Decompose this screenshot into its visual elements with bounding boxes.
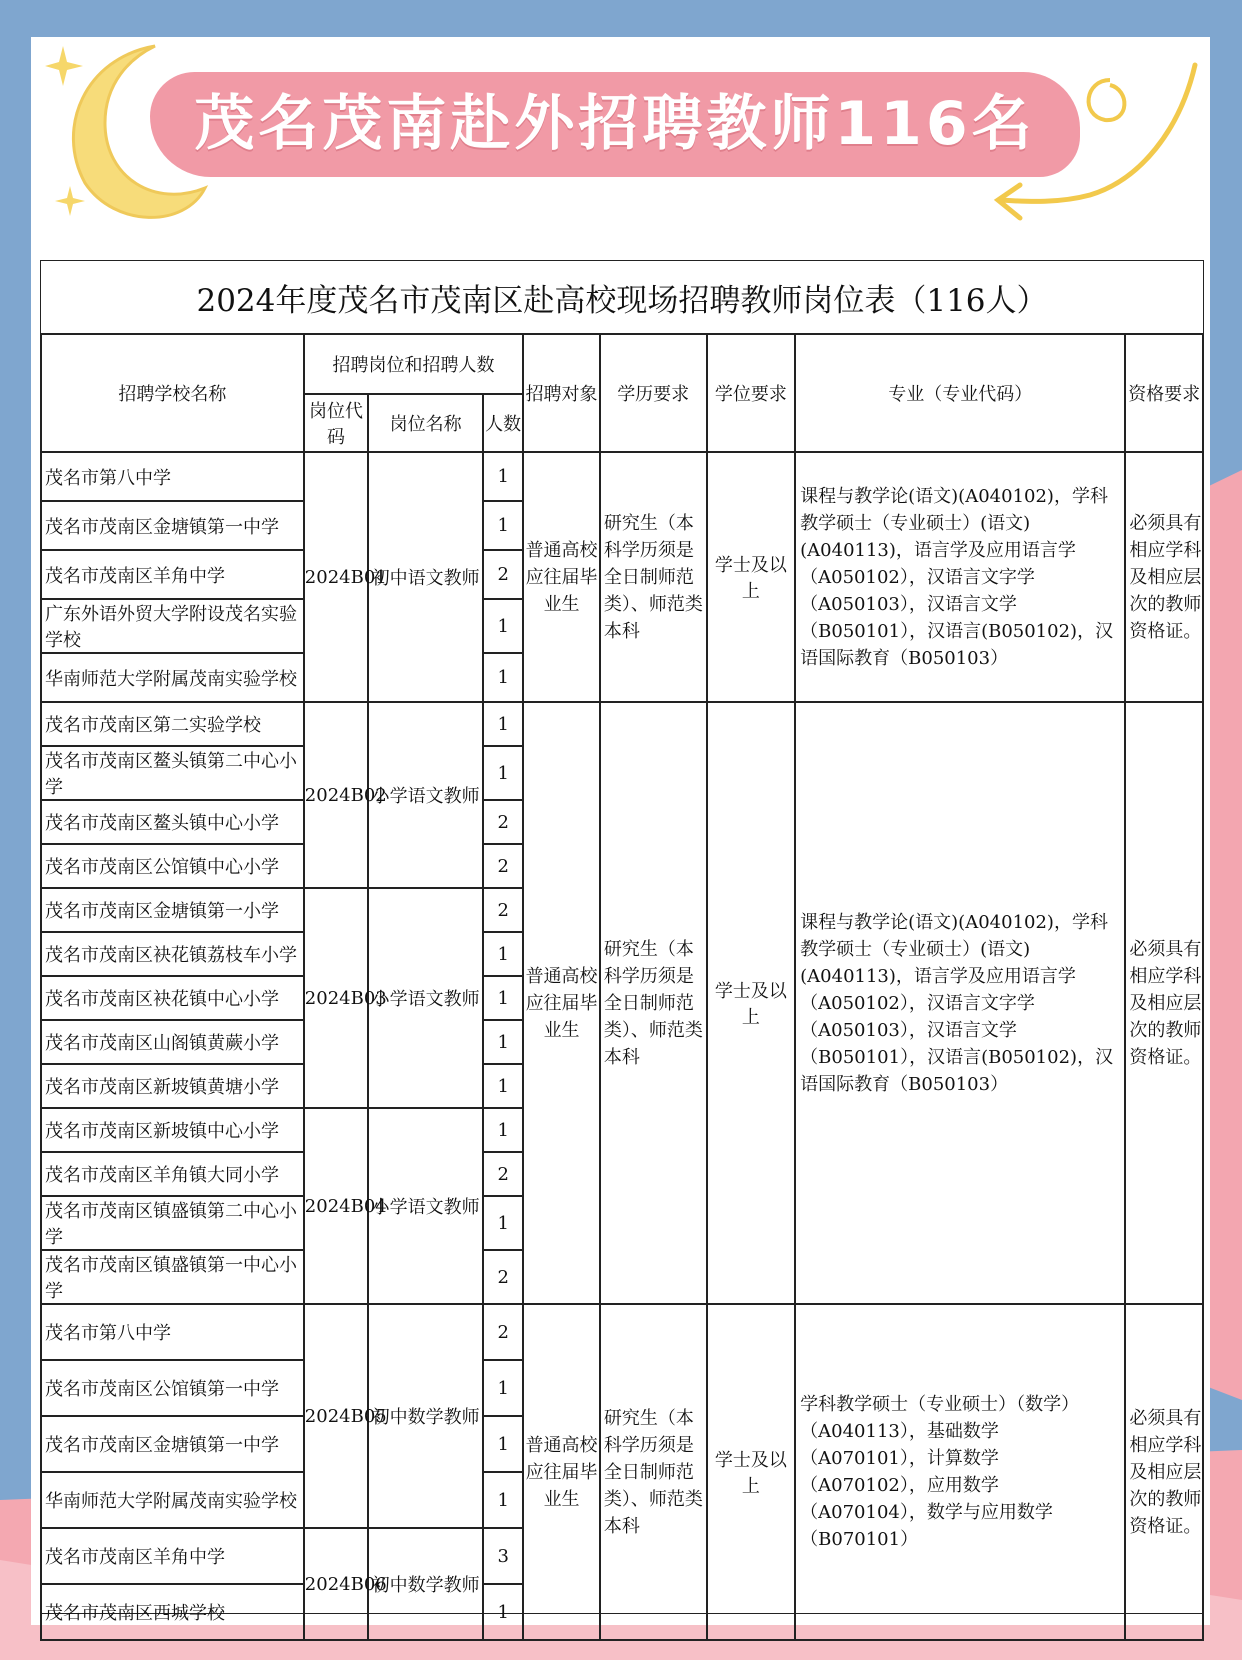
degree-cell: 学士及以上 <box>707 1304 796 1640</box>
qualification-cell: 必须具有相应学科及相应层次的教师资格证。 <box>1125 702 1203 1304</box>
education-cell: 研究生（本科学历须是全日制师范类）、师范类本科 <box>600 452 707 702</box>
school-cell: 茂名市茂南区金塘镇第一小学 <box>41 888 304 932</box>
position-code: 2024B02 <box>304 702 368 888</box>
school-cell: 茂名市茂南区羊角镇大同小学 <box>41 1152 304 1196</box>
position-code: 2024B03 <box>304 888 368 1108</box>
school-cell: 华南师范大学附属茂南实验学校 <box>41 1472 304 1528</box>
count-cell: 2 <box>483 1152 523 1196</box>
count-cell: 1 <box>483 1416 523 1472</box>
school-cell: 茂名市茂南区第二实验学校 <box>41 702 304 746</box>
position-name: 初中数学教师 <box>368 1528 483 1640</box>
school-cell: 茂名市茂南区金塘镇第一中学 <box>41 1416 304 1472</box>
position-name: 初中数学教师 <box>368 1304 483 1528</box>
header-code: 岗位代码 <box>304 394 368 452</box>
position-code: 2024B01 <box>304 452 368 702</box>
qualification-cell: 必须具有相应学科及相应层次的教师资格证。 <box>1125 452 1203 702</box>
qualification-cell: 必须具有相应学科及相应层次的教师资格证。 <box>1125 1304 1203 1640</box>
count-cell: 1 <box>483 501 523 550</box>
position-name: 小学语文教师 <box>368 888 483 1108</box>
target-cell: 普通高校应往届毕业生 <box>523 452 600 702</box>
position-name: 初中语文教师 <box>368 452 483 702</box>
school-cell: 茂名市茂南区鳌头镇第二中心小学 <box>41 746 304 800</box>
school-cell: 茂名市第八中学 <box>41 1304 304 1360</box>
count-cell: 1 <box>483 1064 523 1108</box>
count-cell: 1 <box>483 653 523 702</box>
degree-cell: 学士及以上 <box>707 452 796 702</box>
count-cell: 1 <box>483 1472 523 1528</box>
header-school: 招聘学校名称 <box>41 334 304 452</box>
count-cell: 3 <box>483 1528 523 1584</box>
school-cell: 茂名市茂南区西城学校 <box>41 1584 304 1640</box>
school-cell: 华南师范大学附属茂南实验学校 <box>41 653 304 702</box>
count-cell: 2 <box>483 1250 523 1304</box>
education-cell: 研究生（本科学历须是全日制师范类）、师范类本科 <box>600 702 707 1304</box>
header-count: 人数 <box>483 394 523 452</box>
school-cell: 茂名市茂南区金塘镇第一中学 <box>41 501 304 550</box>
count-cell: 1 <box>483 1584 523 1640</box>
position-code: 2024B04 <box>304 1108 368 1304</box>
major-cell: 课程与教学论(语文)(A040102)，学科教学硕士（专业硕士）(语文)(A040113)，语言学及应用语言学（A050102），汉语言文字学（A050103），汉语言文学（B050101），汉语言(B050102)，汉语国际教育（B050103） <box>795 702 1125 1304</box>
header-qualification: 资格要求 <box>1125 334 1203 452</box>
header-position-group: 招聘岗位和招聘人数 <box>304 334 524 394</box>
header-target: 招聘对象 <box>523 334 600 452</box>
header-education: 学历要求 <box>600 334 707 452</box>
school-cell: 茂名市茂南区鳌头镇中心小学 <box>41 800 304 844</box>
major-cell: 课程与教学论(语文)(A040102)，学科教学硕士（专业硕士）(语文)(A040113)，语言学及应用语言学（A050102），汉语言文字学（A050103），汉语言文学（B050101），汉语言(B050102)，汉语国际教育（B050103） <box>795 452 1125 702</box>
count-cell: 1 <box>483 746 523 800</box>
count-cell: 1 <box>483 599 523 653</box>
school-cell: 茂名市茂南区羊角中学 <box>41 550 304 599</box>
header-degree: 学位要求 <box>707 334 796 452</box>
target-cell: 普通高校应往届毕业生 <box>523 1304 600 1640</box>
position-code: 2024B05 <box>304 1304 368 1528</box>
school-cell: 茂名市茂南区镇盛镇第二中心小学 <box>41 1196 304 1250</box>
school-cell: 茂名市茂南区公馆镇第一中学 <box>41 1360 304 1416</box>
position-code: 2024B06 <box>304 1528 368 1640</box>
school-cell: 茂名市茂南区镇盛镇第一中心小学 <box>41 1250 304 1304</box>
count-cell: 2 <box>483 800 523 844</box>
count-cell: 1 <box>483 1360 523 1416</box>
school-cell: 茂名市茂南区袂花镇中心小学 <box>41 976 304 1020</box>
school-cell: 茂名市茂南区袂花镇荔枝车小学 <box>41 932 304 976</box>
target-cell: 普通高校应往届毕业生 <box>523 702 600 1304</box>
recruitment-table <box>40 333 1204 1641</box>
degree-cell: 学士及以上 <box>707 702 796 1304</box>
count-cell: 1 <box>483 702 523 746</box>
school-cell: 茂名市茂南区山阁镇黄蕨小学 <box>41 1020 304 1064</box>
school-cell: 茂名市茂南区新坡镇中心小学 <box>41 1108 304 1152</box>
school-cell: 茂名市茂南区公馆镇中心小学 <box>41 844 304 888</box>
count-cell: 1 <box>483 932 523 976</box>
recruitment-table-document <box>40 260 1204 1624</box>
education-cell: 研究生（本科学历须是全日制师范类）、师范类本科 <box>600 1304 707 1640</box>
count-cell: 2 <box>483 1304 523 1360</box>
count-cell: 2 <box>483 844 523 888</box>
count-cell: 2 <box>483 888 523 932</box>
count-cell: 1 <box>483 976 523 1020</box>
school-cell: 茂名市茂南区新坡镇黄塘小学 <box>41 1064 304 1108</box>
position-name: 小学语文教师 <box>368 1108 483 1304</box>
count-cell: 1 <box>483 1196 523 1250</box>
header-major: 专业（专业代码） <box>795 334 1125 452</box>
banner-title: 茂名茂南赴外招聘教师116名 <box>194 89 1036 159</box>
school-cell: 广东外语外贸大学附设茂名实验学校 <box>41 599 304 653</box>
count-cell: 1 <box>483 1108 523 1152</box>
school-cell: 茂名市第八中学 <box>41 452 304 501</box>
document-title: 2024年度茂名市茂南区赴高校现场招聘教师岗位表（116人） <box>196 283 1048 319</box>
school-cell: 茂名市茂南区羊角中学 <box>41 1528 304 1584</box>
position-name: 小学语文教师 <box>368 702 483 888</box>
header-name: 岗位名称 <box>368 394 483 452</box>
major-cell: 学科教学硕士（专业硕士）（数学）（A040113），基础数学（A070101），计算数学（A070102），应用数学（A070104），数学与应用数学（B070101） <box>795 1304 1125 1640</box>
count-cell: 1 <box>483 1020 523 1064</box>
count-cell: 2 <box>483 550 523 599</box>
count-cell: 1 <box>483 452 523 501</box>
